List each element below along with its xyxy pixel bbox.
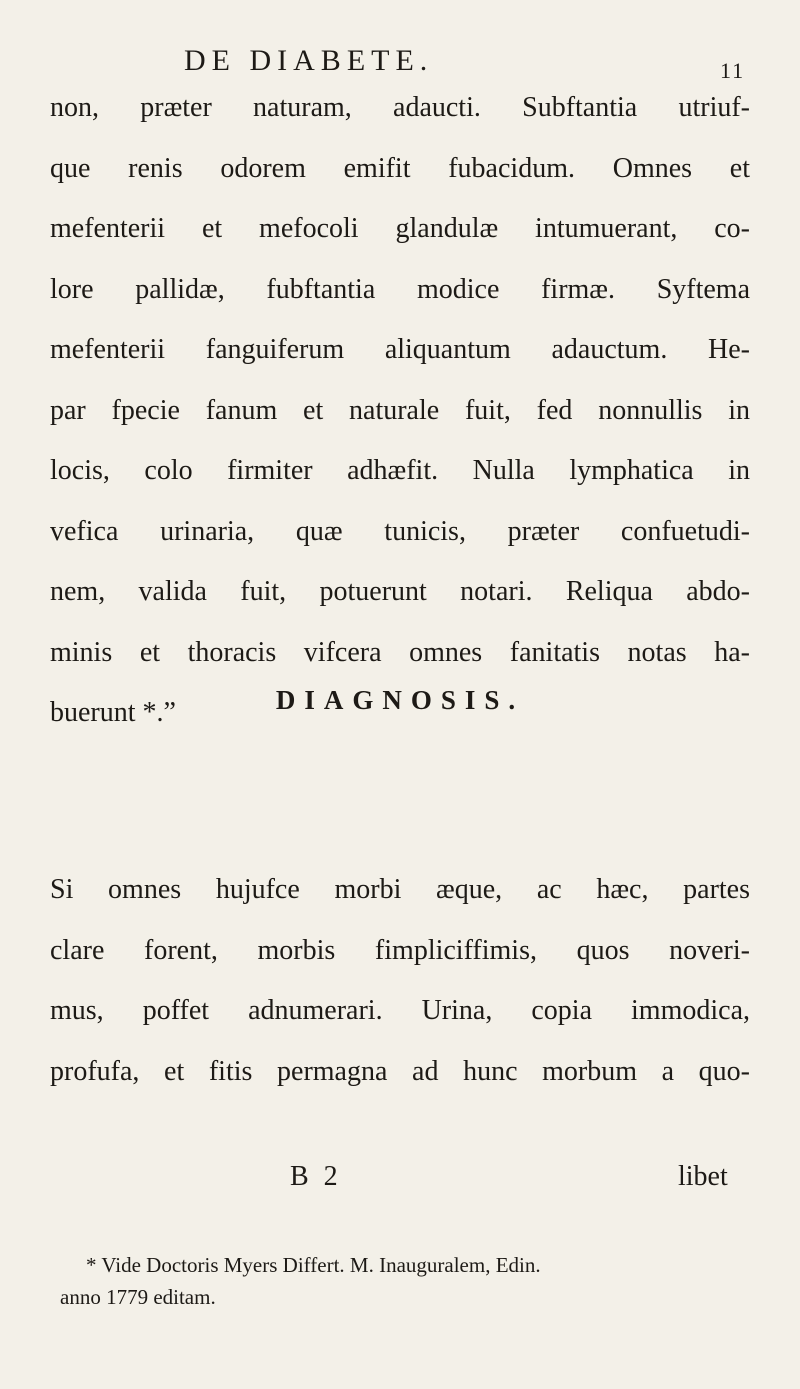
paragraph-diagnosis xyxy=(50,860,750,1102)
footnote xyxy=(60,1249,740,1313)
page-number: 11 xyxy=(720,58,746,83)
text-line: mefenterii fanguiferum aliquantum adauctum. He- xyxy=(50,334,750,365)
running-title: DE DIABETE. xyxy=(184,44,434,77)
text-line: vefica urinaria, quæ tunicis, præter confuetudi- xyxy=(50,515,750,547)
paragraph-anatomy xyxy=(50,78,750,744)
text-line: que renis odorem emifit fubacidum. Omnes et xyxy=(50,152,750,184)
footnote-line: * Vide Doctoris Myers Differt. M. Inauguralem, Edin. xyxy=(86,1253,541,1277)
text-line: par fpecie fanum et naturale fuit, fed nonnullis in xyxy=(50,394,750,426)
text-line: profufa, et fitis permagna ad hunc morbum a quo- xyxy=(50,1055,750,1087)
text-line: nem, valida fuit, potuerunt notari. Reliqua abdo- xyxy=(50,576,750,607)
text-line: Si omnes hujufce morbi æque, ac hæc, partes xyxy=(50,874,750,905)
footnote-line: anno 1779 editam. xyxy=(60,1285,216,1309)
text-line: mus, poffet adnumerari. Urina, copia immodica, xyxy=(50,995,750,1026)
text-line: locis, colo firmiter adhæfit. Nulla lymphatica in xyxy=(50,455,750,486)
text-line: minis et thoracis vifcera omnes fanitatis notas ha- xyxy=(50,636,750,668)
text-line: buerunt *.” xyxy=(50,697,176,728)
text-line: lore pallidæ, fubftantia modice firmæ. Syftema xyxy=(50,273,750,305)
catchline xyxy=(0,1161,800,1201)
text-line: clare forent, morbis fimpliciffimis, quos noveri- xyxy=(50,934,750,966)
signature-mark: B 2 xyxy=(290,1161,342,1192)
section-heading: DIAGNOSIS. xyxy=(275,685,525,715)
text-line: mefenterii et mefocoli glandulæ intumuerant, co- xyxy=(50,213,750,244)
text-line: non, præter naturam, adaucti. Subftantia utriuf- xyxy=(50,92,750,123)
catchword: libet xyxy=(678,1161,728,1192)
